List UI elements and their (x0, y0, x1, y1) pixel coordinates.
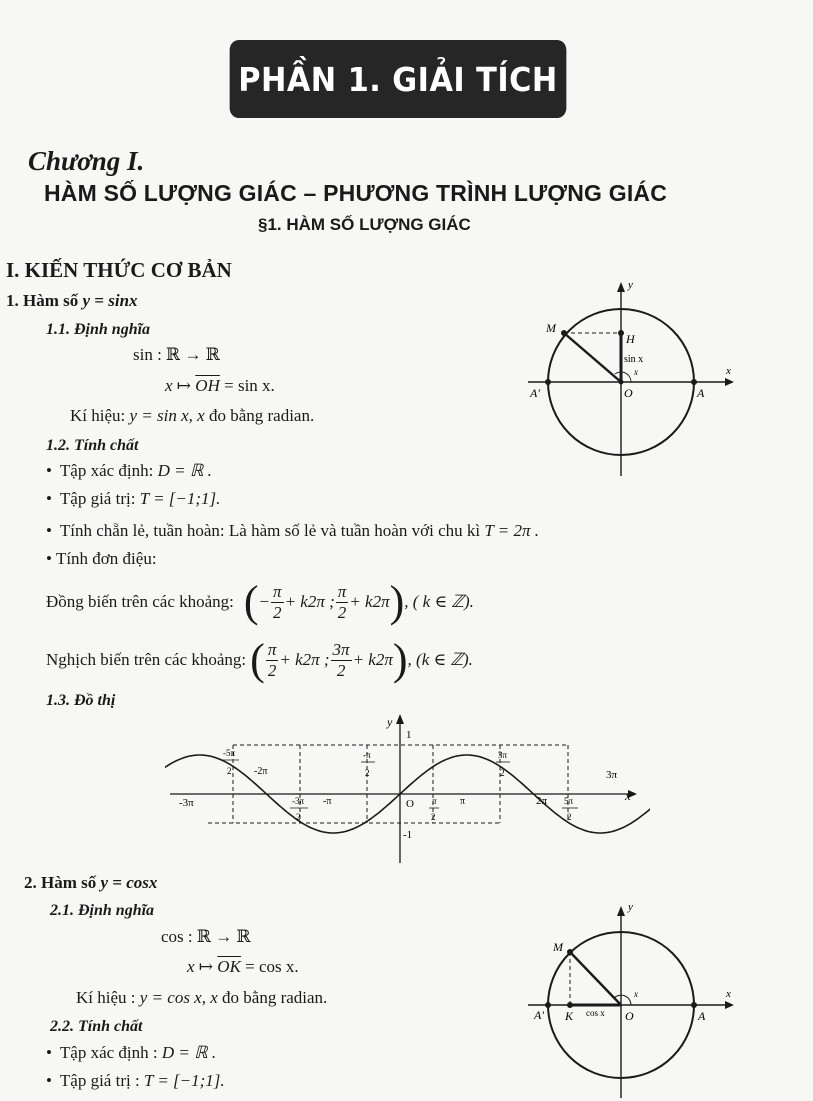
tick-label: 2 (431, 812, 436, 822)
label-o: O (624, 386, 633, 400)
sin-notation-formula: y = sin x (129, 406, 189, 425)
section-heading: I. KIẾN THỨC CƠ BẢN (6, 258, 232, 282)
label-m: M (546, 321, 556, 335)
sin-increase-a-frac (271, 582, 284, 623)
cos-notation-var: x (210, 988, 218, 1007)
label-cosx: cos x (586, 1008, 605, 1018)
tick-label: 3π (606, 769, 618, 781)
cos-domain (46, 1043, 216, 1063)
label-o: O (625, 1009, 634, 1023)
sin-prop-heading: 1.2. Tính chất (46, 437, 139, 454)
sin-parity-formula: T = 2π . (484, 521, 539, 540)
label-y: y (628, 901, 633, 913)
sin-decrease-a-tail: + k2π ; (279, 650, 330, 669)
label-angle: x (634, 989, 638, 999)
cos-def-heading: 2.1. Định nghĩa (50, 902, 155, 919)
tick-label: 3π (498, 750, 508, 760)
tick-label: -5π (223, 748, 236, 758)
point-a (691, 379, 697, 385)
tick-label: 2 (365, 768, 370, 778)
cos-notation-mid: , (201, 988, 206, 1007)
frac-den: 2 (267, 660, 277, 680)
sin-decrease-label: Nghịch biến trên các khoảng: (46, 650, 247, 669)
sin-notation-var: x (197, 406, 205, 425)
cos-notation-suffix: đo bằng radian. (222, 988, 328, 1007)
tick-label: 2π (536, 795, 548, 807)
cos-notation-prefix: Kí hiệu : (76, 988, 136, 1007)
tick-label: π (432, 796, 437, 806)
tick-label: 2 (567, 812, 572, 822)
point-m (561, 330, 567, 336)
cos-domain-formula: D = ℝ . (161, 1043, 217, 1062)
cos-rule-prefix: x ↦ (187, 957, 214, 976)
radius-om (564, 333, 621, 382)
sin-increase: Đồng biến trên các khoảng: ( − $\frac{\pi}{2}$ + k2π ; $\frac{\pi}{2}$ + k2π ) , ( k ∈ ℤ). (46, 577, 474, 626)
sin-heading-prefix: 1. Hàm số (6, 291, 79, 310)
sin-domain-label: Tập xác định: (59, 461, 154, 480)
cos-range-label: Tập giá trị : (59, 1071, 140, 1090)
label-x: x (726, 988, 731, 1000)
cos-range-formula: T = [−1;1]. (143, 1071, 225, 1090)
cos-rule-line (187, 957, 299, 977)
sin-notation-mid: , (188, 406, 193, 425)
cos-heading-formula: y = cosx (100, 873, 158, 892)
sin-graph-figure (165, 708, 650, 868)
label-y: y (628, 279, 633, 291)
sin-def-heading: 1.1. Định nghĩa (46, 321, 151, 338)
frac-num: 3π (332, 639, 350, 659)
sin-graph-heading: 1.3. Đồ thị (46, 692, 116, 709)
sin-unit-circle-figure (520, 276, 742, 482)
label-a: A (697, 386, 705, 400)
radius-om (570, 952, 621, 1005)
label-m: M (553, 940, 563, 954)
cos-notation (76, 988, 327, 1008)
cos-map-line: cos : ℝ → ℝ (161, 927, 251, 946)
sin-increase-a-sign: − (258, 592, 271, 611)
chapter-label: Chương I. (28, 146, 145, 176)
frac-num: π (273, 581, 282, 601)
point-k (567, 1002, 573, 1008)
label-sinx: sin x (624, 354, 644, 365)
frac-num: π (267, 639, 277, 659)
cos-unit-circle-figure (520, 894, 742, 1100)
tick-label: 2 (227, 766, 232, 776)
tick-label: -1 (403, 829, 413, 841)
sin-rule-prefix: x ↦ (165, 376, 192, 395)
frac-den: 2 (273, 602, 282, 622)
sin-monotone: • Tính đơn điệu: (46, 549, 157, 569)
chapter-title: HÀM SỐ LƯỢNG GIÁC – PHƯƠNG TRÌNH LƯỢNG GIÁC (44, 180, 668, 206)
tick-label: 5π (564, 796, 574, 806)
sin-increase-b-frac (336, 582, 349, 623)
sin-decrease-b-frac (331, 640, 352, 681)
sin-domain (46, 461, 212, 481)
tick-label: π (460, 796, 466, 807)
point-h (618, 330, 624, 336)
cos-rule-vector: $\overline{OK}$ (217, 957, 241, 976)
label-angle: x (634, 367, 638, 377)
y-axis-arrow-icon (617, 282, 625, 292)
cos-heading-prefix: 2. Hàm số (24, 873, 97, 892)
frac-num: π (337, 581, 347, 601)
sin-map-line: sin : ℝ → ℝ (133, 345, 220, 364)
x-axis-arrow-icon (725, 1001, 734, 1009)
sin-decrease-cond: , (k ∈ ℤ). (407, 650, 473, 669)
x-axis-arrow-icon (725, 378, 734, 386)
point-a (691, 1002, 697, 1008)
point-a-prime (545, 379, 551, 385)
tick-label: 2 (296, 812, 301, 822)
sin-increase-label: Đồng biến trên các khoảng: (46, 592, 234, 611)
part-banner (230, 40, 567, 118)
sin-rule-line (165, 376, 275, 396)
cos-domain-label: Tập xác định : (59, 1043, 158, 1062)
tick-label: -2π (254, 766, 268, 777)
sin-rule-suffix: = sin x. (224, 376, 275, 395)
cos-rule-suffix: = cos x. (245, 957, 299, 976)
sin-range-formula: T = [−1;1]. (139, 489, 221, 508)
sin-notation-suffix: đo bằng radian. (208, 406, 315, 425)
point-m (567, 949, 573, 955)
tick-label: -3π (179, 797, 194, 809)
cos-heading (24, 873, 157, 893)
sin-parity (46, 521, 539, 541)
y-axis-arrow-icon (617, 906, 625, 916)
cos-notation-formula: y = cos x (139, 988, 202, 1007)
section-title: §1. HÀM SỐ LƯỢNG GIÁC (258, 215, 471, 234)
graph-label-o: O (406, 798, 414, 810)
tick-label: 2 (500, 768, 505, 778)
label-k: K (565, 1009, 574, 1023)
sin-decrease: Nghịch biến trên các khoảng: ( $\frac{\pi}{2}$ + k2π ; $\frac{3\pi}{2}$ + k2π ) , (k ∈ ℤ). (46, 635, 473, 684)
graph-y-arrow-icon (396, 714, 404, 724)
label-a: A (698, 1009, 706, 1023)
sin-notation-prefix: Kí hiệu: (70, 406, 126, 425)
tick-label: 1 (406, 729, 412, 741)
sin-heading-formula: y = sinx (82, 291, 138, 310)
tick-label: -3π (292, 796, 305, 806)
sin-increase-b-tail: + k2π (349, 592, 390, 611)
sin-domain-formula: D = ℝ . (157, 461, 212, 480)
part-title: PHẦN 1. GIẢI TÍCH (238, 59, 558, 99)
frac-den: 2 (337, 602, 347, 622)
sin-heading (6, 291, 138, 311)
sin-decrease-b-tail: + k2π (352, 650, 393, 669)
sin-range-label: Tập giá trị: (59, 489, 136, 508)
frac-den: 2 (336, 660, 346, 680)
sin-parity-text: Tính chẵn lẻ, tuần hoàn: Là hàm số lẻ và tuần hoàn với chu kì (59, 521, 481, 540)
origin-point (619, 380, 624, 385)
label-x: x (726, 365, 731, 377)
label-h: H (626, 332, 635, 346)
point-a-prime (545, 1002, 551, 1008)
sin-increase-cond: , ( k ∈ ℤ). (404, 592, 474, 611)
label-a-prime: A' (534, 1008, 544, 1022)
cos-range (46, 1071, 225, 1091)
sin-range (46, 489, 220, 509)
graph-label-x: x (625, 788, 631, 803)
sin-decrease-a-frac (266, 640, 279, 681)
label-a-prime: A' (530, 386, 540, 400)
sin-rule-vector: $\overline{OH}$ (195, 376, 220, 395)
tick-label: -π (323, 796, 332, 807)
tick-label: -π (363, 750, 371, 760)
graph-label-y: y (387, 715, 393, 729)
cos-prop-heading: 2.2. Tính chất (50, 1018, 143, 1035)
sin-increase-a-tail: + k2π ; (284, 592, 335, 611)
sin-notation (70, 406, 314, 426)
